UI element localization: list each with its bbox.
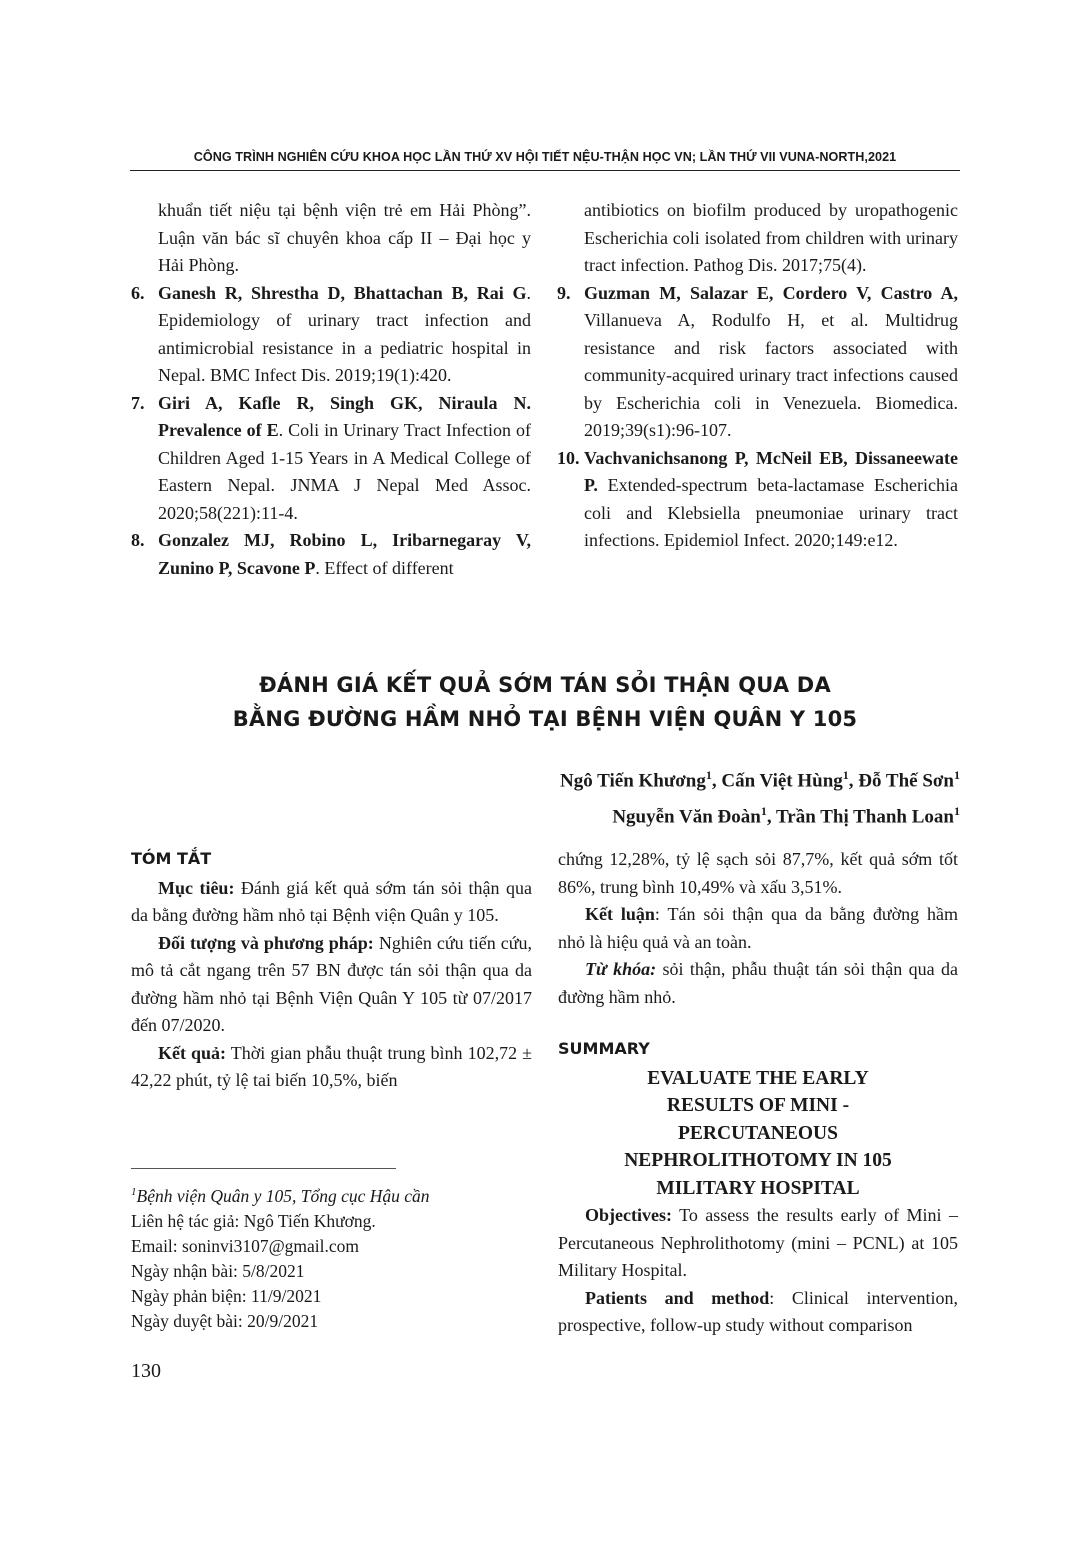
reference-number: 8. [131,530,145,550]
affiliation-text: Bệnh viện Quân y 105, Tổng cục Hậu cần [136,1185,430,1206]
reference-8-continuation: antibiotics on biofilm produced by uropathogenic Escherichia coli isolated from children with urinary tract infection. Pathog Dis. 2017;75(4). [584,200,958,275]
affiliation-mark: 1 [842,768,849,782]
reference-6 [131,280,531,390]
conclusion-label: Kết luận [585,904,655,924]
affiliation-mark: 1 [131,1186,137,1198]
objectives-text: To assess the results early of Mini – Percutaneous Nephrolithotomy (mini – PCNL) at 105 Military Hospital. [558,1205,958,1280]
affiliation-mark: 1 [705,768,712,782]
abstract-vi-heading: TÓM TẮT [131,849,212,868]
footnote-received-date: Ngày nhận bài: 5/8/2021 [131,1260,305,1281]
author-name: Trần Thị Thanh Loan [776,806,954,828]
abstract-keywords [558,956,958,1011]
article-title-line-1: ĐÁNH GIÁ KẾT QUẢ SỚM TÁN SỎI THẬN QUA DA [259,673,831,697]
references-left-column [131,197,531,582]
methods-text: Nghiên cứu tiến cứu, mô tả cắt ngang trên 57 BN được tán sỏi thận qua da đường hầm nhỏ tại Bệnh Viện Quân Y 105 từ 07/2017 đến 07/2020. [131,932,532,1035]
summary-methods [558,1285,958,1340]
reference-5-continuation: khuẩn tiết niệu tại bệnh viện trẻ em Hải Phòng”. Luận văn bác sĩ chuyên khoa cấp II – Đại học y Hải Phòng. [158,200,531,275]
conclusion-text: : Tán sỏi thận qua da bằng đường hầm nhỏ là hiệu quả và an toàn. [558,904,958,952]
patients-method-text: : Clinical intervention, prospective, follow-up study without comparison [558,1287,959,1335]
author-name: Cấn Việt Hùng [721,770,843,792]
patients-method-label: Patients and method [585,1287,770,1308]
results-text: Thời gian phẫu thuật trung bình 102,72 ± 42,22 phút, tỷ lệ tai biến 10,5%, biến [131,1042,533,1090]
affiliation-mark: 1 [954,768,960,782]
affiliation-mark: 1 [760,804,767,819]
reference-text: . Epidemiology of urinary tract infection and antimicrobial resistance in a pediatric hospital in Nepal. BMC Infect Dis. 2019;19(1):420. [158,282,531,385]
author-line-1: Ngô Tiến Khương$^1$, Cấn Việt Hùng$^1$, Đỗ Thế Sơn$^1$ [560,768,960,792]
article-title [130,668,960,736]
article-title-line-2: BẰNG ĐƯỜNG HẦM NHỎ TẠI BỆNH VIỆN QUÂN Y 105 [232,707,858,731]
keywords-text: sỏi thận, phẫu thuật tán sỏi thận qua da đường hầm nhỏ. [558,959,958,1007]
reference-text: . Effect of different [315,557,454,578]
reference-authors: Vachvanichsanong P, McNeil EB, Dissaneewate P. [584,447,958,495]
footnote-review-date: Ngày phản biện: 11/9/2021 [131,1285,322,1306]
results-label: Kết quả: [158,1042,227,1063]
objective-label: Mục tiêu: [158,877,235,898]
page-number: 130 [131,1360,161,1382]
reference-text: . Coli in Urinary Tract Infection of Children Aged 1-15 Years in A Medical College of Eastern Nepal. JNMA J Nepal Med Assoc. 2020;58(221):11-4. [158,420,531,523]
abstract-results [131,1040,532,1095]
author-list [560,760,960,833]
reference-number: 10. [557,447,580,468]
reference-number: 6. [131,282,145,303]
footnote-divider [131,1168,396,1169]
summary-title: EVALUATE THE EARLY RESULTS OF MINI - PERCUTANEOUS NEPHROLITHOTOMY IN 105 MILITARY HOSPITAL [624,1067,892,1199]
author-name: Đỗ Thế Sơn [858,770,954,792]
footnote-email: Email: soninvi3107@gmail.com [131,1235,360,1256]
running-header: CÔNG TRÌNH NGHIÊN CỨU KHOA HỌC LẦN THỨ XV HỘI TIẾT NỆU-THẬN HỌC VN; LẦN THỨ VII VUNA-NORTH,2021 [193,150,897,164]
abstract-right-column [558,846,958,1340]
footnote [131,1180,430,1334]
reference-9 [557,280,958,445]
references-right-column [557,197,958,555]
footnote-accepted-date: Ngày duyệt bài: 20/9/2021 [131,1310,319,1331]
reference-7 [131,390,531,528]
affiliation-mark: 1 [954,804,960,819]
reference-8 [131,527,531,582]
author-line-2: Nguyễn Văn Đoàn$^1$, Trần Thị Thanh Loan$^1$ [612,804,960,828]
reference-number: 9. [557,282,571,303]
abstract-conclusion [558,901,958,956]
abstract-results-continuation: chứng 12,28%, tỷ lệ sạch sỏi 87,7%, kết quả sớm tốt 86%, trung bình 10,49% và xấu 3,51%. [558,849,958,897]
reference-authors: Giri A, Kafle R, Singh GK, Niraula N. Prevalence of E [158,392,531,440]
abstract-objective [131,875,532,930]
author-name: Nguyễn Văn Đoàn [612,806,761,828]
header-divider [130,170,960,171]
reference-authors: Ganesh R, Shrestha D, Bhattachan B, Rai G [158,282,527,303]
objective-text: Đánh giá kết quả sớm tán sỏi thận qua da bằng đường hầm nhỏ tại Bệnh viện Quân y 105. [131,877,532,925]
abstract-vi-column [131,845,532,1095]
reference-10 [557,445,958,555]
reference-text: Villanueva A, Rodulfo H, et al. Multidrug resistance and risk factors associated with community-acquired urinary tract infections caused by Escherichia coli in Venezuela. Biomedica. 2019;39(s1):96-107. [584,310,958,440]
footnote-contact: Liên hệ tác giả: Ngô Tiến Khương. [131,1210,376,1231]
methods-label: Đối tượng và phương pháp: [158,932,374,953]
footnote-affiliation [131,1180,430,1209]
keywords-label: Từ khóa: [585,959,657,979]
summary-objectives [558,1202,958,1285]
reference-authors: Gonzalez MJ, Robino L, Iribarnegaray V, Zunino P, Scavone P [158,530,531,578]
author-name: Ngô Tiến Khương [560,770,706,792]
abstract-methods [131,930,532,1040]
reference-authors: Guzman M, Salazar E, Cordero V, Castro A, [584,282,958,303]
reference-text: Extended-spectrum beta-lactamase Escherichia coli and Klebsiella pneumoniae urinary tract infections. Epidemiol Infect. 2020;149:e12. [584,475,958,550]
reference-number: 7. [131,392,145,413]
summary-heading: SUMMARY [558,1039,650,1058]
objectives-label: Objectives: [585,1205,672,1225]
